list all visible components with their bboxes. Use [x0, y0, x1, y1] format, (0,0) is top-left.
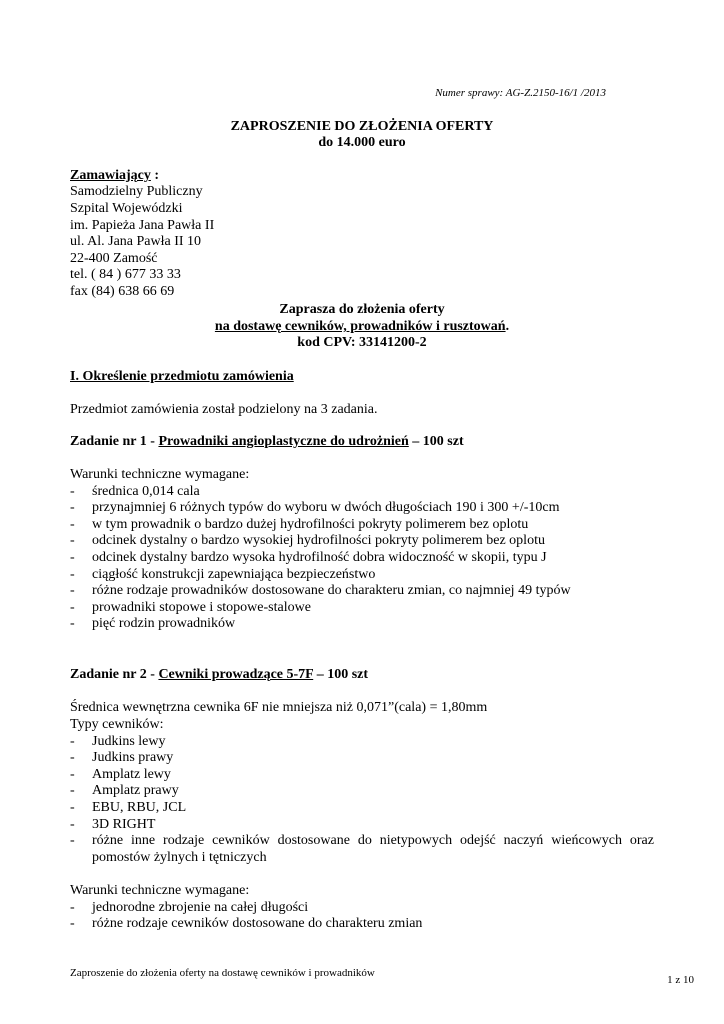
- task1-item: odcinek dystalny o bardzo wysokiej hydrofilności pokryty polimerem bez oplotu: [92, 533, 545, 548]
- case-number: Numer sprawy: AG-Z.2150-16/1 /2013: [435, 87, 606, 99]
- task2-type: EBU, RBU, JCL: [92, 800, 187, 815]
- bullet-dash: -: [70, 567, 75, 582]
- task2-prefix: Zadanie nr 2 -: [70, 667, 159, 682]
- bullet-dash: -: [70, 750, 75, 765]
- bullet-dash: -: [70, 900, 75, 915]
- bullet-dash: -: [70, 550, 75, 565]
- bullet-dash: -: [70, 517, 75, 532]
- bullet-dash: -: [70, 833, 75, 848]
- contracting-label-colon: :: [150, 168, 160, 183]
- document-title: ZAPROSZENIE DO ZŁOŻENIA OFERTY: [230, 119, 494, 134]
- bullet-dash: -: [70, 800, 75, 815]
- task2-type: Amplatz prawy: [92, 783, 179, 798]
- task1-prefix: Zadanie nr 1 -: [70, 434, 159, 449]
- task1-item: przynajmniej 6 różnych typów do wyboru w dwóch długościach 190 i 300 +/-10cm: [92, 500, 560, 515]
- contracting-label: [70, 168, 159, 185]
- invite-line1: Zaprasza do złożenia oferty: [279, 302, 445, 317]
- bullet-dash: -: [70, 616, 75, 631]
- invite-subject-end: .: [505, 319, 510, 334]
- task2-req-item: różne rodzaje cewników dostosowane do charakteru zmian: [92, 916, 423, 931]
- task2-type: Judkins prawy: [92, 750, 174, 765]
- section1-intro: Przedmiot zamówienia został podzielony na 3 zadania.: [70, 402, 378, 417]
- bullet-dash: -: [70, 533, 75, 548]
- task2-diameter: Średnica wewnętrzna cewnika 6F nie mniejsza niż 0,071”(cala) = 1,80mm: [70, 700, 488, 715]
- contracting-label-text: Zamawiający: [70, 168, 151, 183]
- bullet-dash: -: [70, 484, 75, 499]
- task1-heading: [70, 434, 464, 451]
- task1-item: pięć rodzin prowadników: [92, 616, 236, 631]
- task2-type: Amplatz lewy: [92, 767, 171, 782]
- task1-item: ciągłość konstrukcji zapewniająca bezpieczeństwo: [92, 567, 376, 582]
- task2-other-line2: pomostów żylnych i tętniczych: [92, 850, 267, 865]
- cpv-code: kod CPV: 33141200-2: [297, 335, 427, 350]
- contracting-line: fax (84) 638 66 69: [70, 284, 175, 299]
- contracting-line: tel. ( 84 ) 677 33 33: [70, 267, 181, 282]
- task1-item: średnica 0,014 cala: [92, 484, 200, 499]
- task1-item: odcinek dystalny bardzo wysoka hydrofilność dobra widoczność w skopii, typu J: [92, 550, 547, 565]
- invite-line2: [0, 319, 724, 336]
- task1-item: w tym prowadnik o bardzo dużej hydrofilności pokryty polimerem bez oplotu: [92, 517, 529, 532]
- bullet-dash: -: [70, 767, 75, 782]
- bullet-dash: -: [70, 583, 75, 598]
- task1-req-label: Warunki techniczne wymagane:: [70, 467, 250, 482]
- task2-types-label: Typy cewników:: [70, 717, 164, 732]
- contracting-line: im. Papieża Jana Pawła II: [70, 218, 215, 233]
- task2-req-label: Warunki techniczne wymagane:: [70, 883, 250, 898]
- page-number: 1 z 10: [667, 974, 694, 986]
- contracting-line: 22-400 Zamość: [70, 251, 158, 266]
- bullet-dash: -: [70, 783, 75, 798]
- task1-item: różne rodzaje prowadników dostosowane do charakteru zmian, co najmniej 49 typów: [92, 583, 571, 598]
- task2-suffix: – 100 szt: [313, 667, 369, 682]
- task2-type: Judkins lewy: [92, 734, 166, 749]
- task2-name: Cewniki prowadzące 5-7F: [158, 667, 314, 682]
- bullet-dash: -: [70, 916, 75, 931]
- task1-item: prowadniki stopowe i stopowe-stalowe: [92, 600, 311, 615]
- footer-text: Zaproszenie do złożenia oferty na dostawę cewników i prowadników: [70, 967, 375, 979]
- bullet-dash: -: [70, 734, 75, 749]
- bullet-dash: -: [70, 500, 75, 515]
- task1-suffix: – 100 szt: [408, 434, 464, 449]
- task2-other-line1: różne inne rodzaje cewników dostosowane do nietypowych odejść naczyń wieńcowych oraz: [92, 833, 654, 848]
- contracting-line: Szpital Wojewódzki: [70, 201, 183, 216]
- task2-type: 3D RIGHT: [92, 817, 156, 832]
- section1-heading: I. Określenie przedmiotu zamówienia: [70, 369, 294, 384]
- bullet-dash: -: [70, 817, 75, 832]
- task1-name: Prowadniki angioplastyczne do udrożnień: [158, 434, 409, 449]
- task2-heading: [70, 667, 368, 684]
- contracting-line: ul. Al. Jana Pawła II 10: [70, 234, 202, 249]
- document-subtitle: do 14.000 euro: [318, 135, 406, 150]
- contracting-line: Samodzielny Publiczny: [70, 184, 203, 199]
- task2-req-item: jednorodne zbrojenie na całej długości: [92, 900, 309, 915]
- bullet-dash: -: [70, 600, 75, 615]
- invite-subject: na dostawę cewników, prowadników i rusztowań: [214, 319, 506, 334]
